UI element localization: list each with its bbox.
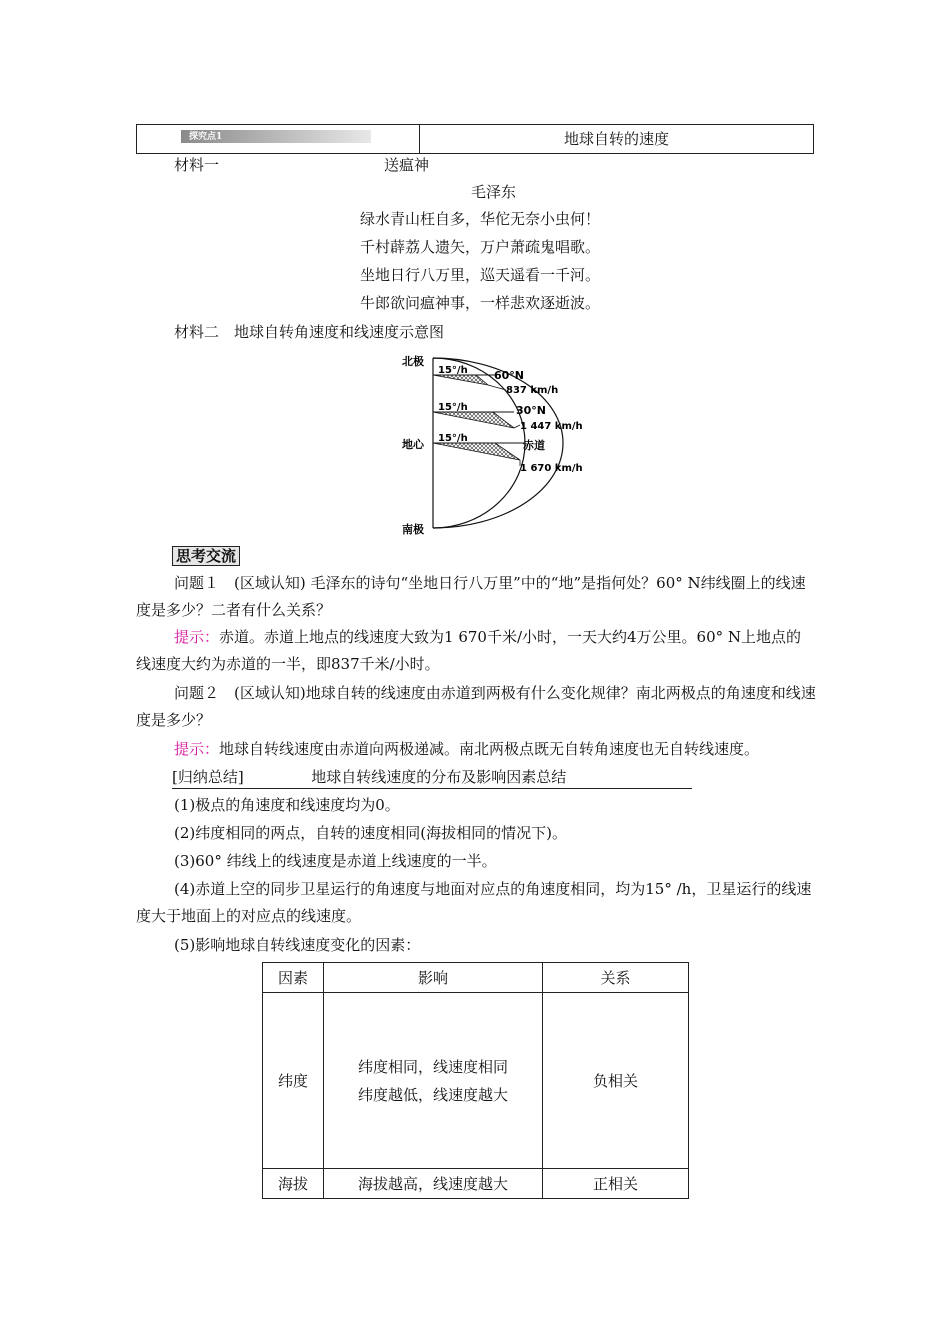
poem-line-4: 牛郎欲问瘟神事，一样悲欢逐逝波。 bbox=[360, 294, 601, 312]
question-2-hint bbox=[136, 736, 816, 763]
sector-60 bbox=[433, 375, 488, 385]
angle-label-60: 15°/h bbox=[438, 365, 468, 376]
question-1-hint-text: 赤道。赤道上地点的线速度大致为1 670千米/小时，一天大约4万公里。60° N上地点的线速度大约为赤道的一半，即837千米/小时。 bbox=[136, 628, 802, 673]
earth-rotation-diagram bbox=[392, 352, 602, 544]
table-cell-line: 纬度相同，线速度相同 bbox=[357, 1057, 508, 1076]
summary-title: 地球自转线速度的分布及影响因素总结 bbox=[311, 768, 567, 786]
table-cell-line: 纬度越低，线速度越大 bbox=[357, 1085, 508, 1104]
table-row bbox=[263, 993, 689, 1169]
summary-item-3: (3)60° 纬线上的线速度是赤道上线速度的一半。 bbox=[174, 852, 497, 870]
question-2-hint-text: 地球自转线速度由赤道向两极递减。南北两极点既无自转角速度也无自转线速度。 bbox=[219, 740, 760, 758]
north-pole-label: 北极 bbox=[402, 355, 424, 368]
speed-60-label: 837 km/h bbox=[506, 385, 559, 396]
table-header: 关系 bbox=[543, 963, 689, 993]
summary-item-1: (1)极点的角速度和线速度均为0。 bbox=[174, 796, 400, 814]
equator-label: 赤道 bbox=[523, 439, 545, 452]
summary-heading bbox=[172, 766, 692, 789]
table-header-row bbox=[263, 963, 689, 993]
table-row bbox=[263, 1169, 689, 1199]
speed-30-label: 1 447 km/h bbox=[520, 421, 583, 432]
summary-label: [归纳总结] bbox=[172, 768, 244, 786]
question-1: 问题１ (区域认知) 毛泽东的诗句“坐地日行八万里”中的“地”是指何处？60° N纬线圈上的线速度是多少？二者有什么关系？ bbox=[136, 574, 806, 619]
angle-label-equator: 15°/h bbox=[438, 433, 468, 444]
south-pole-label: 南极 bbox=[402, 523, 424, 536]
poem-line-1: 绿水青山枉自多，华佗无奈小虫何！ bbox=[360, 210, 601, 228]
table-cell: 纬度 bbox=[263, 993, 324, 1169]
material1-label: 材料一 bbox=[174, 156, 220, 174]
explore-point-badge: 探究点1 bbox=[181, 130, 371, 143]
poem-title: 送瘟神 bbox=[384, 156, 430, 174]
table-header: 影响 bbox=[324, 963, 543, 993]
factors-table bbox=[262, 962, 689, 1199]
sector-equator bbox=[433, 443, 520, 460]
question-1-hint bbox=[136, 624, 816, 678]
hint-label: 提示： bbox=[174, 740, 220, 758]
poem-line-2: 千村薜荔人遗矢，万户萧疏鬼唱歌。 bbox=[360, 238, 601, 256]
table-header: 因素 bbox=[263, 963, 324, 993]
section-title: 地球自转的速度 bbox=[563, 130, 669, 148]
poem-author: 毛泽东 bbox=[471, 183, 517, 201]
think-exchange-tag: 思考交流 bbox=[172, 546, 240, 566]
angle-label-30: 15°/h bbox=[438, 402, 468, 413]
poem-line-3: 坐地日行八万里，巡天遥看一千河。 bbox=[360, 266, 601, 284]
earth-rotation-svg bbox=[392, 352, 602, 540]
table-cell: 海拔 bbox=[263, 1169, 324, 1199]
lat-30-label: 30°N bbox=[516, 404, 547, 417]
summary-item-5: (5)影响地球自转线速度变化的因素： bbox=[174, 936, 421, 954]
speed-equator-label: 1 670 km/h bbox=[520, 463, 583, 474]
table-cell: 正相关 bbox=[543, 1169, 689, 1199]
section-header-left bbox=[137, 125, 420, 153]
question-2: 问题２ (区域认知)地球自转的线速度由赤道到两极有什么变化规律？南北两极点的角速度和线速度是多少？ bbox=[136, 684, 816, 729]
summary-item-4: (4)赤道上空的同步卫星运行的角速度与地面对应点的角速度相同，均为15° /h，卫星运行的线速度大于地面上的对应点的线速度。 bbox=[136, 880, 812, 925]
earth-center-label: 地心 bbox=[402, 438, 424, 451]
table-cell: 海拔越高，线速度越大 bbox=[324, 1169, 543, 1199]
table-cell bbox=[324, 993, 543, 1169]
sector-30 bbox=[433, 412, 514, 428]
material2-label: 材料二 地球自转角速度和线速度示意图 bbox=[174, 323, 445, 341]
hint-label: 提示： bbox=[174, 628, 220, 646]
section-header bbox=[136, 124, 814, 154]
summary-item-2: (2)纬度相同的两点，自转的速度相同(海拔相同的情况下)。 bbox=[174, 824, 567, 842]
lat-60-label: 60°N bbox=[494, 369, 525, 382]
table-cell: 负相关 bbox=[543, 993, 689, 1169]
